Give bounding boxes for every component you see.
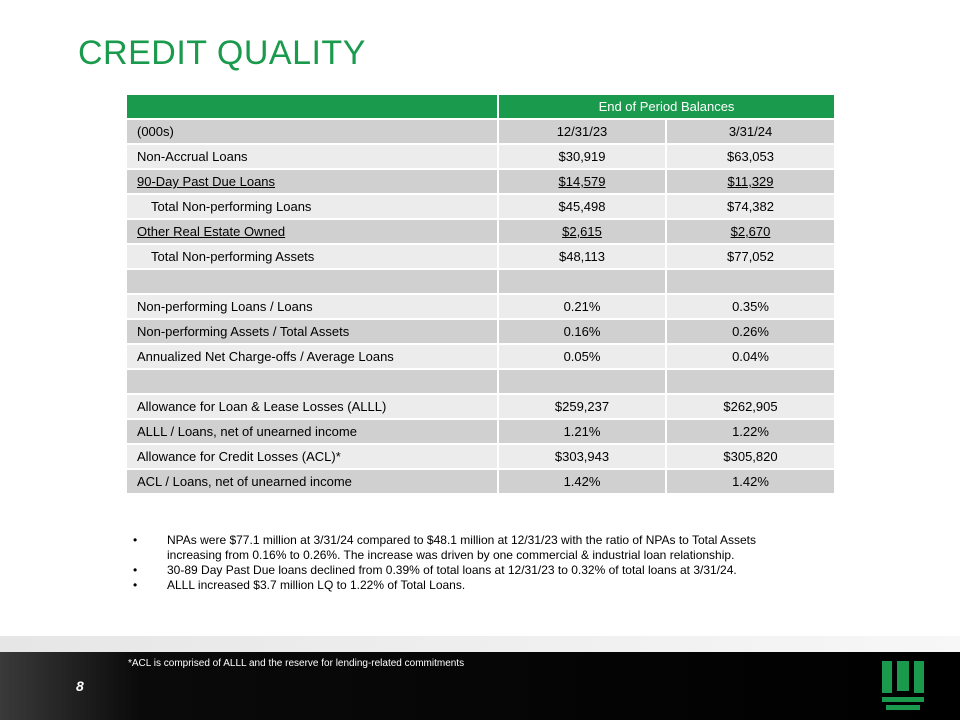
table-row <box>126 469 835 494</box>
table-row <box>126 394 835 419</box>
company-logo-icon <box>882 661 924 716</box>
list-item <box>133 533 813 563</box>
page-title: CREDIT QUALITY <box>78 34 366 72</box>
bullet-marker: • <box>133 578 138 592</box>
table-row <box>126 144 835 169</box>
row-label: ACL / Loans, net of unearned income <box>126 469 498 494</box>
table-row <box>126 319 835 344</box>
row-label: ALLL / Loans, net of unearned income <box>126 419 498 444</box>
column-header-3-31-24: 3/31/24 <box>666 119 835 144</box>
spacer-cell <box>498 369 666 394</box>
row-value-12-31-23: $303,943 <box>498 444 666 469</box>
list-item <box>133 578 813 593</box>
row-label: Allowance for Loan & Lease Losses (ALLL) <box>126 394 498 419</box>
row-value-3-31-24: $74,382 <box>666 194 835 219</box>
row-value-3-31-24: 0.26% <box>666 319 835 344</box>
column-header-12-31-23: 12/31/23 <box>498 119 666 144</box>
bullet-marker: • <box>133 533 138 547</box>
row-value-3-31-24: 0.35% <box>666 294 835 319</box>
header-blank-cell <box>126 94 498 119</box>
row-value-3-31-24: $63,053 <box>666 144 835 169</box>
bullet-list <box>133 533 813 593</box>
row-label: Allowance for Credit Losses (ACL)* <box>126 444 498 469</box>
spacer-cell <box>498 269 666 294</box>
row-label: Annualized Net Charge-offs / Average Loans <box>126 344 498 369</box>
row-value-12-31-23: $30,919 <box>498 144 666 169</box>
row-value-3-31-24: $2,670 <box>666 219 835 244</box>
row-label: Total Non-performing Assets <box>126 244 498 269</box>
credit-quality-table <box>125 93 836 495</box>
spacer-cell <box>126 369 498 394</box>
row-value-3-31-24: $11,329 <box>666 169 835 194</box>
footer-divider <box>0 636 960 652</box>
bullet-text: ALLL increased $3.7 million LQ to 1.22% of Total Loans. <box>167 578 466 592</box>
row-value-12-31-23: $14,579 <box>498 169 666 194</box>
spacer-cell <box>666 369 835 394</box>
row-label: Non-performing Assets / Total Assets <box>126 319 498 344</box>
page-number: 8 <box>76 678 84 694</box>
row-value-12-31-23: 0.16% <box>498 319 666 344</box>
row-value-3-31-24: $305,820 <box>666 444 835 469</box>
table-row <box>126 244 835 269</box>
table-row <box>126 219 835 244</box>
row-value-12-31-23: $259,237 <box>498 394 666 419</box>
row-label: 90-Day Past Due Loans <box>126 169 498 194</box>
table-row <box>126 294 835 319</box>
row-label: Other Real Estate Owned <box>126 219 498 244</box>
table-row <box>126 169 835 194</box>
bullet-text: NPAs were $77.1 million at 3/31/24 compared to $48.1 million at 12/31/23 with the ratio of NPAs to Total Assets increasing from 0.16% to 0.26%. The increase was driven by one commercial & industrial loan relationship. <box>167 533 756 562</box>
spacer-cell <box>126 269 498 294</box>
list-item <box>133 563 813 578</box>
table-row <box>126 194 835 219</box>
row-value-3-31-24: $77,052 <box>666 244 835 269</box>
row-value-12-31-23: 0.05% <box>498 344 666 369</box>
footnote: *ACL is comprised of ALLL and the reserve for lending-related commitments <box>128 658 465 669</box>
row-value-12-31-23: 0.21% <box>498 294 666 319</box>
row-label: Total Non-performing Loans <box>126 194 498 219</box>
table-header-row <box>126 94 835 119</box>
row-value-3-31-24: 1.22% <box>666 419 835 444</box>
row-value-3-31-24: 1.42% <box>666 469 835 494</box>
spacer-cell <box>666 269 835 294</box>
column-header-units: (000s) <box>126 119 498 144</box>
row-value-12-31-23: $45,498 <box>498 194 666 219</box>
row-label: Non-performing Loans / Loans <box>126 294 498 319</box>
bullet-marker: • <box>133 563 138 577</box>
spacer-row <box>126 269 835 294</box>
row-value-12-31-23: 1.21% <box>498 419 666 444</box>
row-value-3-31-24: 0.04% <box>666 344 835 369</box>
row-value-12-31-23: 1.42% <box>498 469 666 494</box>
row-value-3-31-24: $262,905 <box>666 394 835 419</box>
group-header: End of Period Balances <box>498 94 835 119</box>
spacer-row <box>126 369 835 394</box>
column-header-row <box>126 119 835 144</box>
bullet-text: 30-89 Day Past Due loans declined from 0.39% of total loans at 12/31/23 to 0.32% of total loans at 3/31/24. <box>167 563 737 577</box>
table-row <box>126 419 835 444</box>
row-label: Non-Accrual Loans <box>126 144 498 169</box>
company-logo-icon-svg <box>882 661 924 711</box>
row-value-12-31-23: $2,615 <box>498 219 666 244</box>
table-row <box>126 444 835 469</box>
row-value-12-31-23: $48,113 <box>498 244 666 269</box>
table-row <box>126 344 835 369</box>
